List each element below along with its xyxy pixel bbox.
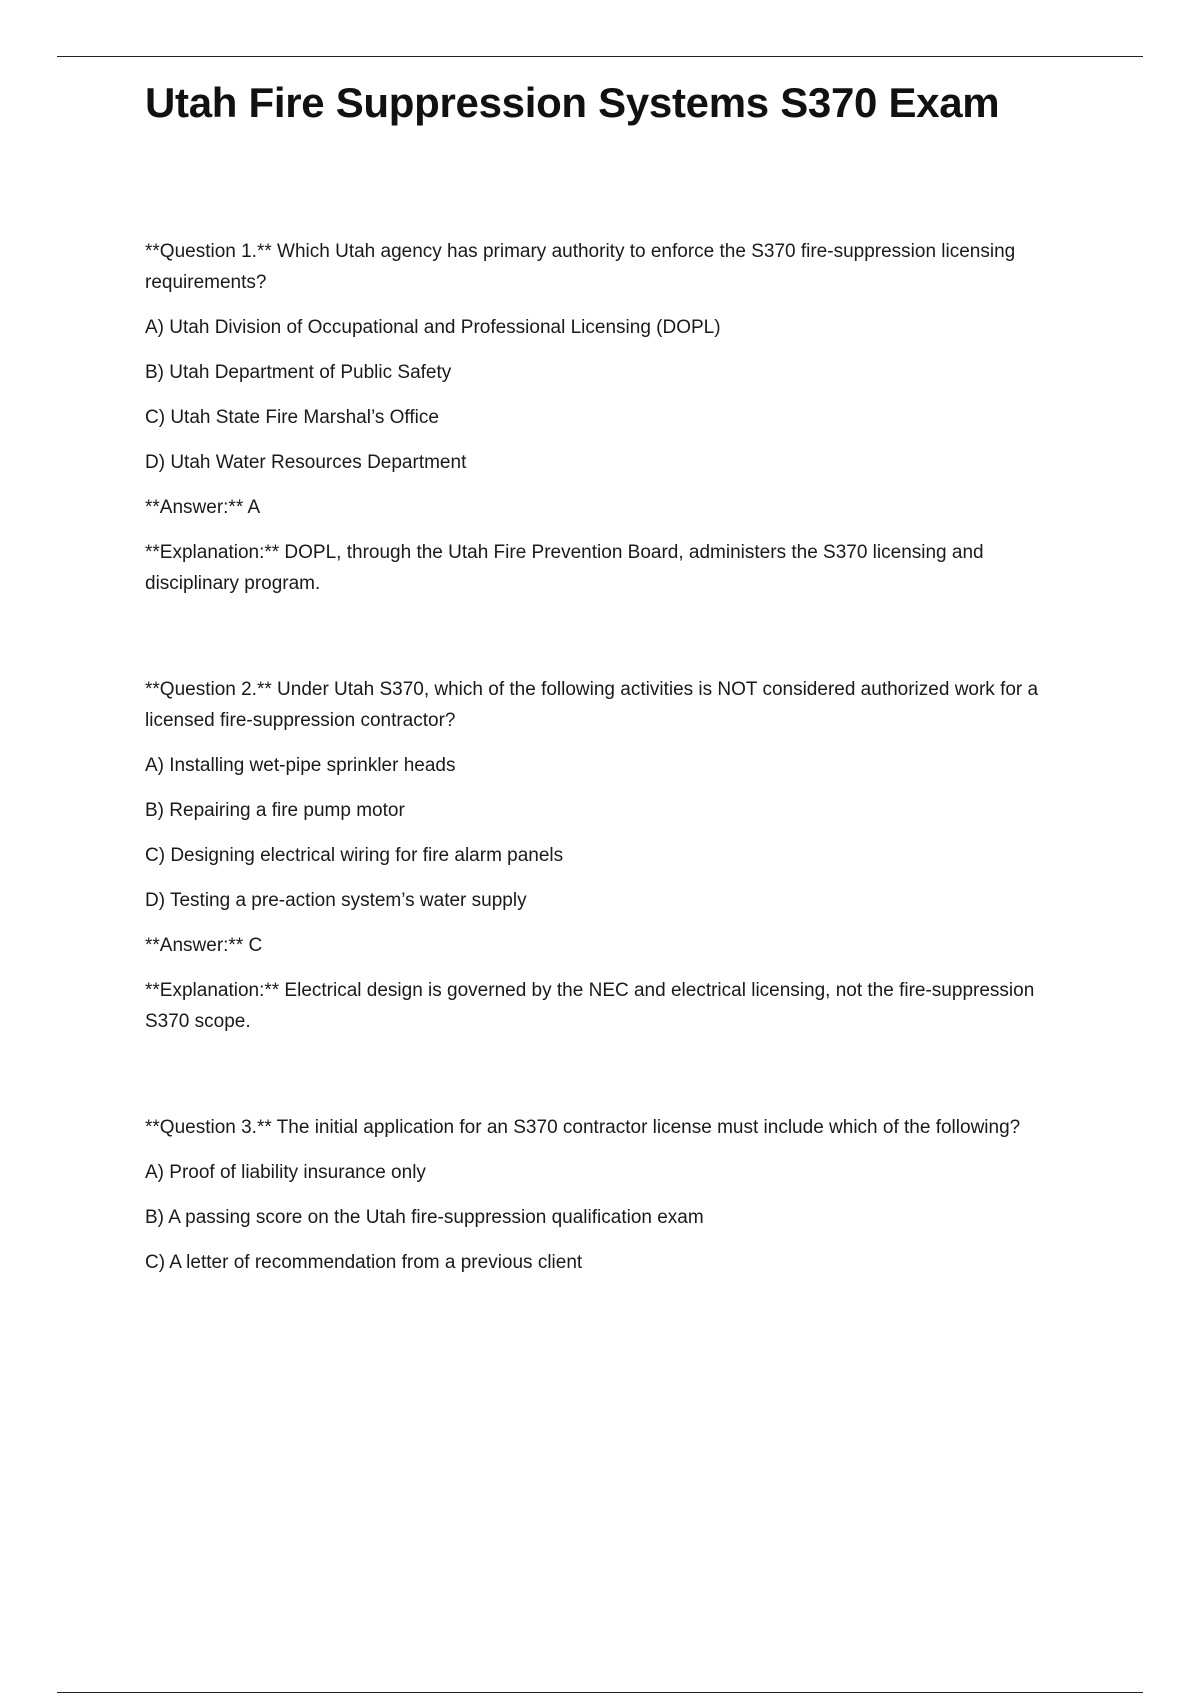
option-c: C) A letter of recommendation from a previous client (145, 1252, 583, 1273)
option-a: A) Utah Division of Occupational and Professional Licensing (DOPL) (145, 317, 721, 338)
bottom-rule (57, 1692, 1143, 1693)
question-1 (145, 236, 1075, 599)
question-text: **Question 2.** Under Utah S370, which of the following activities is NOT considered authorized work for a licensed fire-suppression contractor? (145, 679, 1039, 731)
answer-text: **Answer:** A (145, 497, 261, 518)
question-text: **Question 3.** The initial application for an S370 contractor license must include which of the following? (145, 1117, 1021, 1138)
question-2 (145, 674, 1075, 1037)
document-page (145, 74, 1075, 1353)
question-text: **Question 1.** Which Utah agency has primary authority to enforce the S370 fire-suppression licensing requirements? (145, 241, 1016, 293)
option-c: C) Utah State Fire Marshal’s Office (145, 407, 439, 428)
option-b: B) A passing score on the Utah fire-suppression qualification exam (145, 1207, 704, 1228)
option-b: B) Repairing a fire pump motor (145, 800, 405, 821)
question-list (145, 236, 1075, 1278)
document-title: Utah Fire Suppression Systems S370 Exam (145, 79, 1000, 126)
option-d: D) Utah Water Resources Department (145, 452, 467, 473)
option-b: B) Utah Department of Public Safety (145, 362, 452, 383)
option-a: A) Installing wet-pipe sprinkler heads (145, 755, 456, 776)
option-a: A) Proof of liability insurance only (145, 1162, 426, 1183)
option-c: C) Designing electrical wiring for fire alarm panels (145, 845, 564, 866)
question-3 (145, 1112, 1075, 1278)
option-d: D) Testing a pre-action system’s water supply (145, 890, 527, 911)
answer-text: **Answer:** C (145, 935, 263, 956)
explanation-text: **Explanation:** Electrical design is governed by the NEC and electrical licensing, not the fire-suppression S370 scope. (145, 980, 1035, 1032)
top-rule (57, 56, 1143, 57)
explanation-text: **Explanation:** DOPL, through the Utah Fire Prevention Board, administers the S370 licensing and disciplinary program. (145, 542, 984, 594)
